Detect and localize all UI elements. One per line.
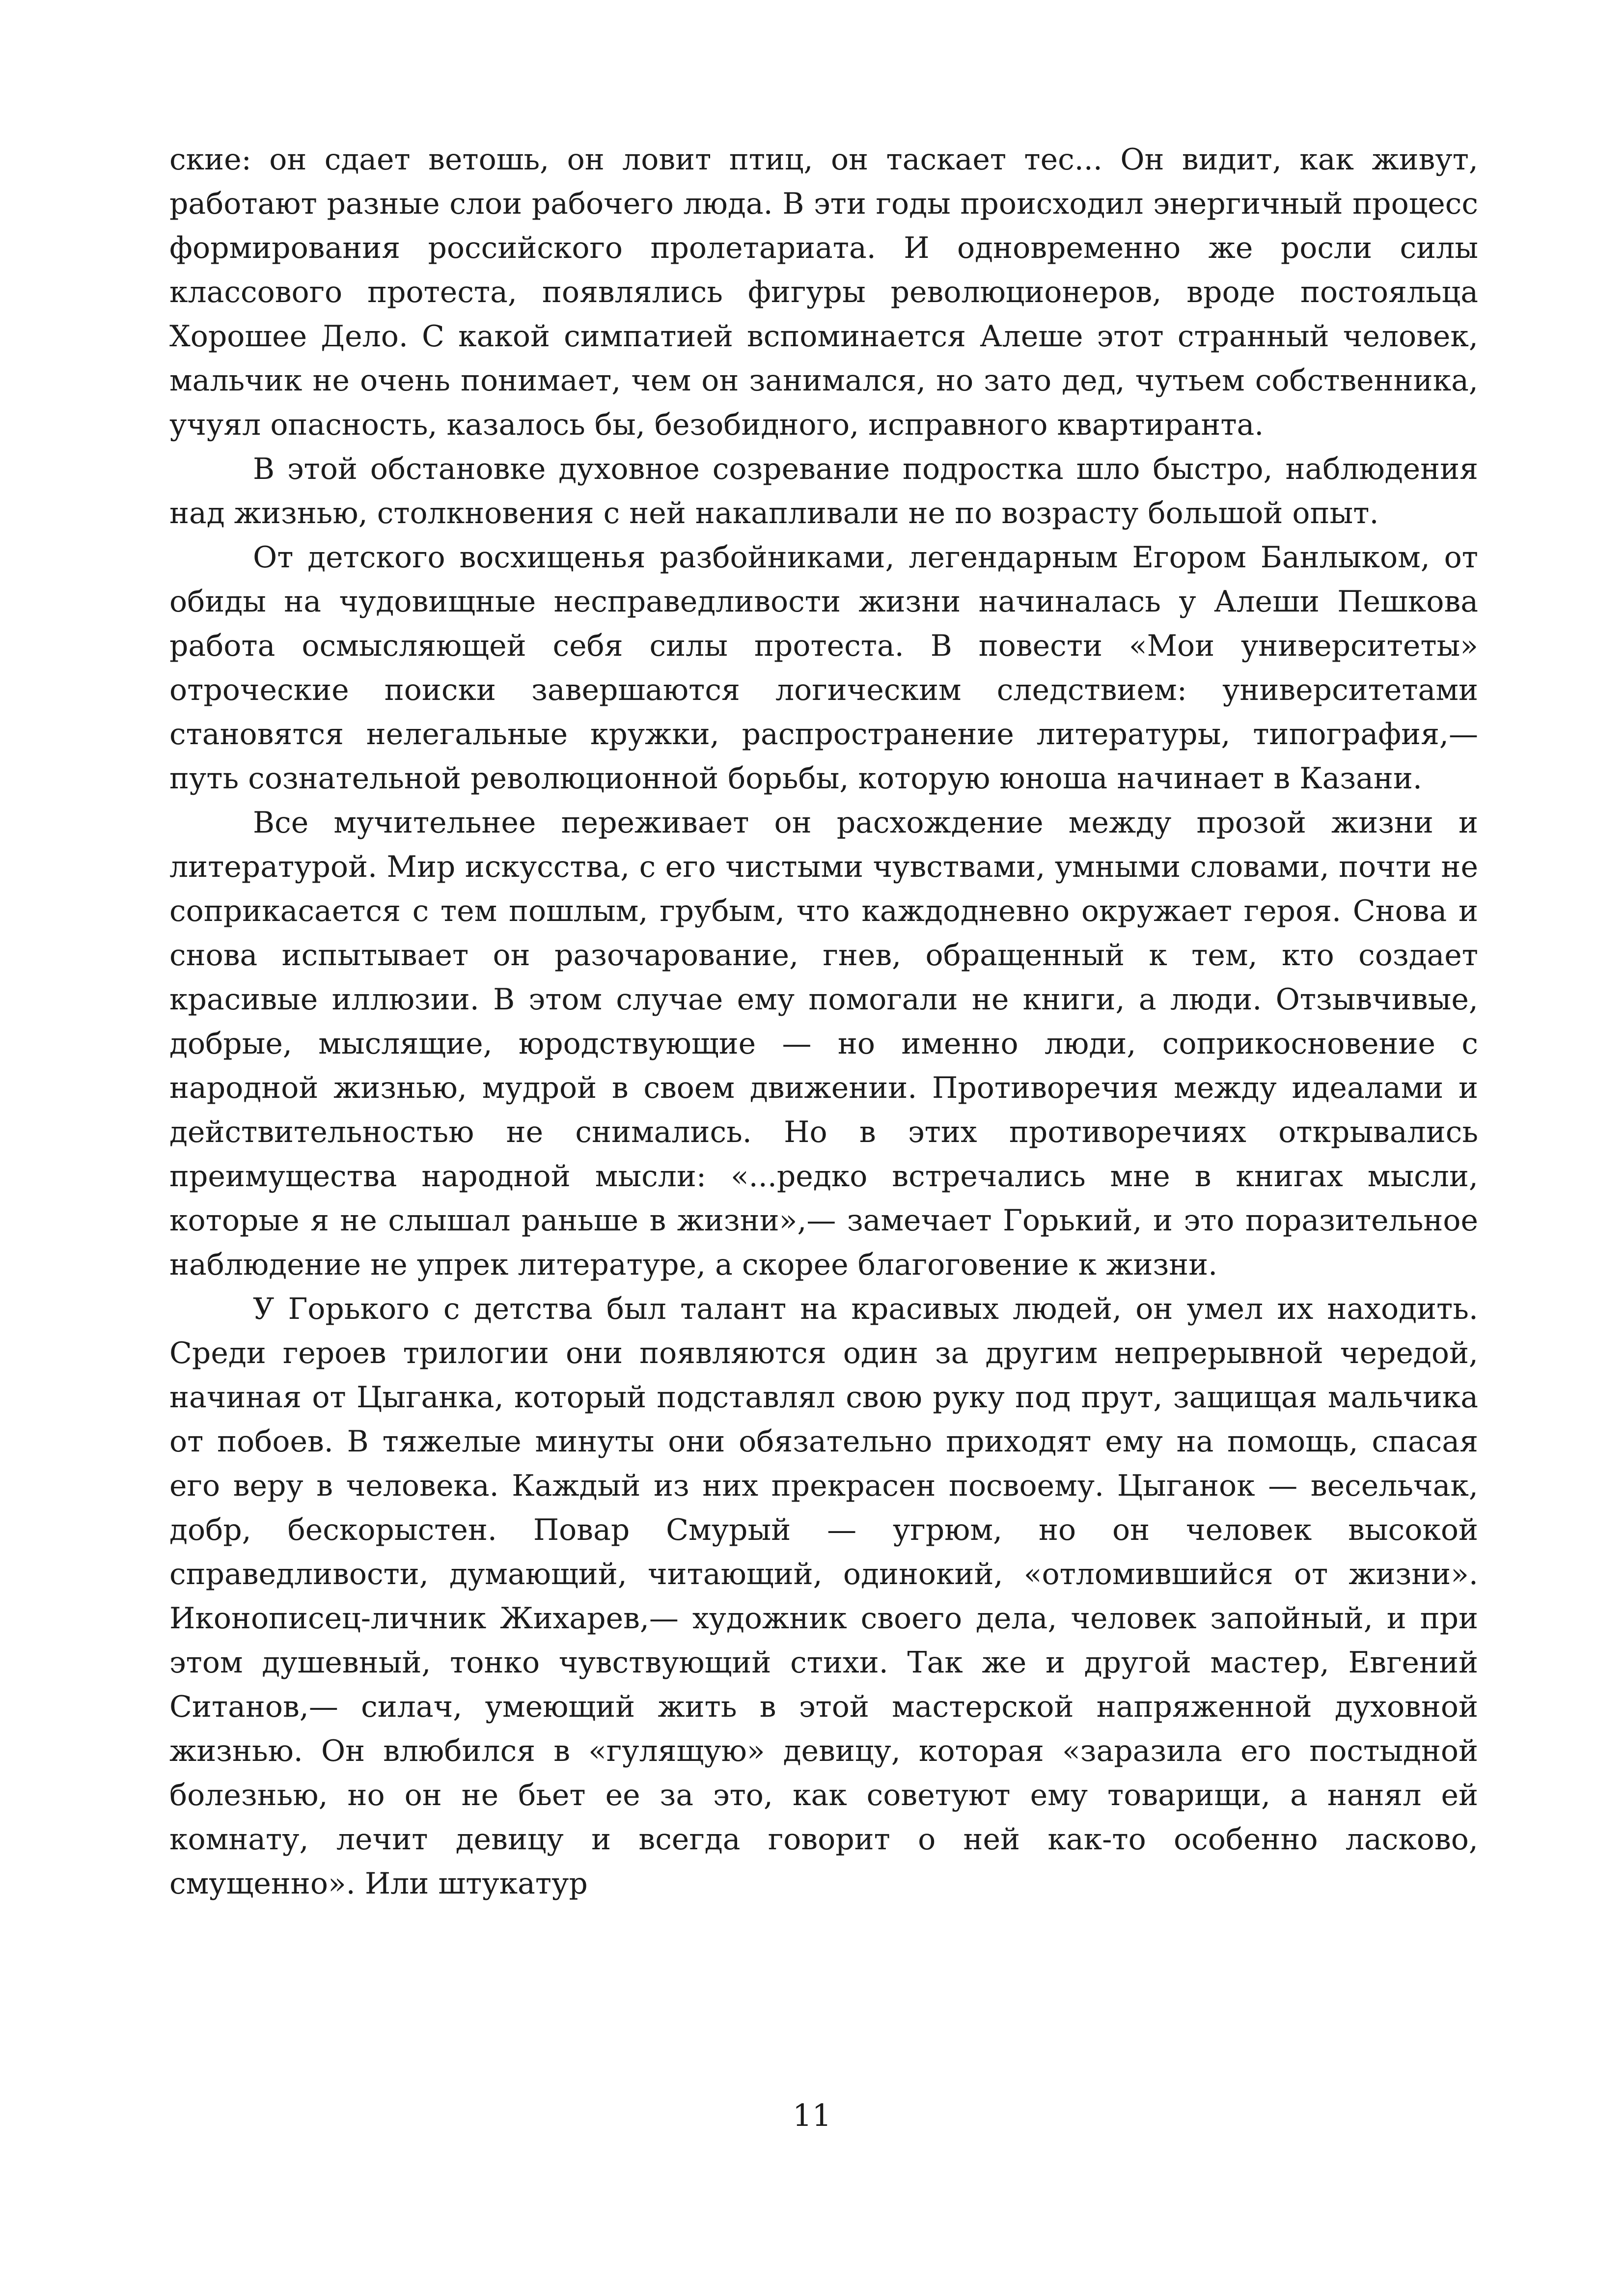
page-number: 11: [793, 2097, 831, 2133]
paragraph: Все мучительнее переживает он расхождение между прозой жизни и литературой. Мир искусства, с его чистыми чувствами, умными словами, почти не соприкасается с тем пошлым, грубым, что каждодневно окружает героя. Снова и снова испытывает он разочарование, гнев, обращенный к тем, кто создает красивые иллюзии. В этом случае ему помогали не книги, а люди. Отзывчивые, добрые, мыслящие, юродствующие — но именно люди, соприкосновение с народной жизнью, мудрой в своем движении. Противоречия между идеалами и действительностью не снимались. Но в этих противоречиях открывались преимущества народной мысли: «...редко встречались мне в книгах мысли, которые я не слышал раньше в жизни»,— замечает Горький, и это поразительное наблюдение не упрек литературе, а скорее благоговение к жизни.: [169, 806, 1478, 1282]
paragraph: У Горького с детства был талант на красивых людей, он умел их находить. Среди героев трилогии они появляются один за другим непрерывной чередой, начиная от Цыганка, который подставлял свою руку под прут, защищая мальчика от побоев. В тяжелые минуты они обязательно приходят ему на помощь, спасая его веру в человека. Каждый из них прекрасен посвоему. Цыганок — весельчак, добр, бескорыстен. Повар Смурый — угрюм, но он человек высокой справедливости, думающий, читающий, одинокий, «отломившийся от жизни». Иконописец-личник Жихарев,— художник своего дела, человек запойный, и при этом душевный, тонко чувствующий стихи. Так же и другой мастер, Евгений Ситанов,— силач, умеющий жить в этой мастерской напряженной духовной жизнью. Он влюбился в «гулящую» девицу, которая «заразила его постыдной болезнью, но он не бьет ее за это, как советуют ему товарищи, а нанял ей комнату, лечит девицу и всегда говорит о ней как-то особенно ласково, смущенно». Или штукатур: [169, 1292, 1478, 1901]
page-body: [169, 138, 1478, 1906]
paragraph: В этой обстановке духовное созревание подростка шло быстро, наблюдения над жизнью, столкновения с ней накапливали не по возрасту большой опыт.: [169, 452, 1478, 530]
paragraph-continued: ские: он сдает ветошь, он ловит птиц, он таскает тес... Он видит, как живут, работают разные слои рабочего люда. В эти годы происходил энергичный процесс формирования российского пролетариата. И одновременно же росли силы классового протеста, появлялись фигуры революционеров, вроде постояльца Хорошее Дело. С какой симпатией вспоминается Алеше этот странный человек, мальчик не очень понимает, чем он занимался, но зато дед, чутьем собственника, учуял опасность, казалось бы, безобидного, исправного квартиранта.: [169, 142, 1478, 442]
paragraph: От детского восхищенья разбойниками, легендарным Егором Банлыком, от обиды на чудовищные несправедливости жизни начиналась у Алеши Пешкова работа осмысляющей себя силы протеста. В повести «Мои университеты» отроческие поиски завершаются логическим следствием: университетами становятся нелегальные кружки, распространение литературы, типография,— путь сознательной революционной борьбы, которую юноша начинает в Казани.: [169, 540, 1478, 796]
